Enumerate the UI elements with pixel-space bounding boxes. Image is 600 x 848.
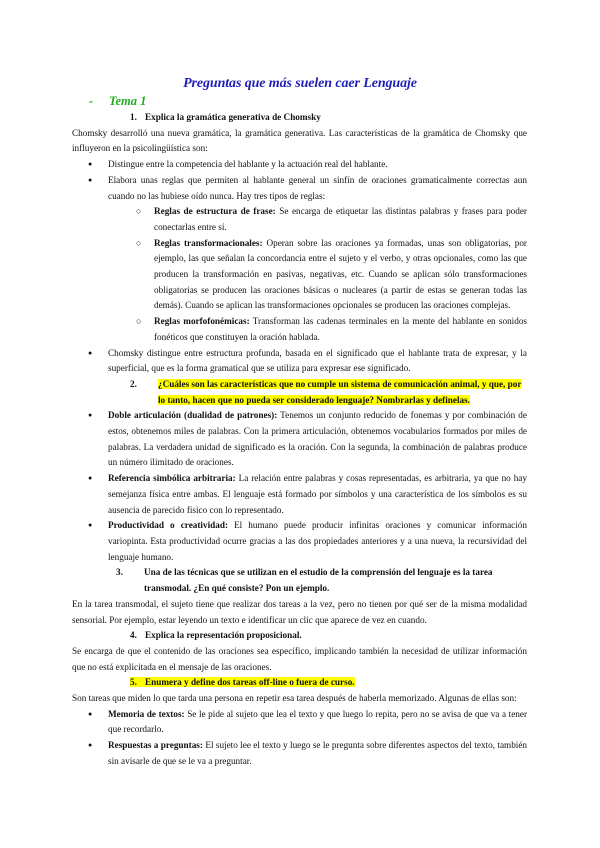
list-item: ● Distingue entre la competencia del hablante y la actuación real del hablante. [72, 157, 527, 173]
heading-dash: - [89, 94, 94, 108]
sub-list-item: ○ Reglas morfofonémicas: Transforman las cadenas terminales en la mente del hablante en sonidos fonéticos que constituyen la oración hablada. [108, 314, 527, 345]
question-4: 4. Explica la representación proposicional. [130, 630, 302, 641]
question-2: 2. ¿Cuáles son las características que no cumple un sistema de comunicación animal, y que, por lo tanto, hacen que no pueda ser considerado lenguaje? Nombrarlas y definelas. [130, 378, 522, 405]
paragraph: Son tareas que miden lo que tarda una persona en repetir esa tarea después de haberla memorizado. Algunas de ellas son: [72, 693, 517, 704]
paragraph: Se encarga de que el contenido de las oraciones sea específico, implicando también la necesidad de utilizar información que no está explicitada en el mensaje de las oraciones. [72, 645, 527, 672]
question-1: 1. Explica la gramática generativa de Chomsky [130, 112, 321, 122]
bullet-list [72, 408, 527, 565]
paragraph: Chomsky desarrolló una nueva gramática, la gramática generativa. Las características de la gramática de Chomsky que influyeron en la psicolingüística son: [72, 127, 527, 154]
question-5: 5. Enumera y define dos tareas off-line o fuera de curso. [130, 677, 355, 688]
question-3: 3. Una de las técnicas que se utilizan en el estudio de la comprensión del lenguaje es la tarea transmodal. ¿En qué consiste? Pon un ejemplo. [116, 567, 493, 594]
paragraph: En la tarea transmodal, el sujeto tiene que realizar dos tareas a la vez, pero no tienen por qué ser de la misma modalidad sensorial. Por ejemplo, estar leyendo un texto e identificar un clic que aparece de vez en cuando. [72, 598, 527, 625]
section-heading [89, 94, 146, 109]
list-item: ● Productividad o creatividad: El humano puede producir infinitas oraciones y comunicar información variopinta. Esta productividad ocurre gracias a las dos propiedades anteriores y a una nueva, la recursividad del lenguaje humano. [72, 518, 527, 565]
list-item: ● Memoria de textos: Se le pide al sujeto que lea el texto y que luego lo repita, pero no se avisa de que va a tener que recordarlo. [72, 707, 527, 738]
document-body [72, 110, 527, 770]
sub-list-item: ○ Reglas de estructura de frase: Se encarga de etiquetar las distintas palabras y frases para poder conectarlas entre sí. [108, 204, 527, 235]
bullet-list [72, 157, 527, 377]
document-title: Preguntas que más suelen caer Lenguaje [183, 76, 417, 91]
list-item: ● Referencia simbólica arbitraria: La relación entre palabras y cosas representadas, es arbitraria, ya que no hay semejanza física entre ambas. El lenguaje está formado por símbolos y una característica de los símbolos es su ausencia de parecido físico con lo representado. [72, 471, 527, 518]
sub-list-item: ○ Reglas transformacionales: Operan sobre las oraciones ya formadas, unas son obligatorias, por ejemplo, las que señalan la concordancia entre el sujeto y el verbo, y otras opcionales, como las que producen la transformación en pasivas, negativas, etc. Cuando se aplican sólo transformaciones obligatorias se producen las oraciones básicas o nucleares (a partir de estas se generan todas las demás). Cuando se aplican las transformaciones opcionales se producen las oraciones complejas. [108, 236, 527, 315]
list-item: ● Respuestas a preguntas: El sujeto lee el texto y luego se le pregunta sobre diferentes aspectos del texto, también sin avisarle de que se le va a preguntar. [72, 738, 527, 769]
sub-list [108, 204, 527, 345]
bullet-list [72, 707, 527, 770]
list-item: ● Chomsky distingue entre estructura profunda, basada en el significado que el hablante trata de expresar, y la superficial, que es la forma gramatical que se utiliza para expresar ese significado. [72, 346, 527, 377]
section-heading-label: Tema 1 [109, 94, 147, 108]
list-item: ● Doble articulación (dualidad de patrones): Tenemos un conjunto reducido de fonemas y por combinación de estos, obtenemos miles de palabras. Con la primera articulación, obtenemos vocabularios formados por miles de palabras. La verdadera unidad de significado es la oración. Con la segunda, la combinación de palabras produce un número ilimitado de oraciones. [72, 408, 527, 471]
list-item: ● Elabora unas reglas que permiten al hablante general un sinfín de oraciones gramaticalmente correctas aun cuando no las hubiese oído nunca. Hay tres tipos de reglas: ○ Reglas de estructura de frase: Se encarga de etiquetar las distintas palabras y frases para poder conectarlas entre sí. ○ Reglas transformacionales: Operan sobre las oraciones ya formadas, unas son obligatorias, por ejemplo, las que señalan la concordancia entre el sujeto y el verbo, y otras opcionales, como las que producen la transformación en pasivas, negativas, etc. Cuando se aplican sólo transformaciones obligatorias se producen las oraciones básicas o nucleares (a partir de estas se generan todas las demás). Cuando se aplican las transformaciones opcionales se producen las oraciones complejas. ○ Reglas morfofonémicas: Transforman las cadenas terminales en la mente del hablante en sonidos fonéticos que constituyen la oración hablada. [72, 173, 527, 346]
